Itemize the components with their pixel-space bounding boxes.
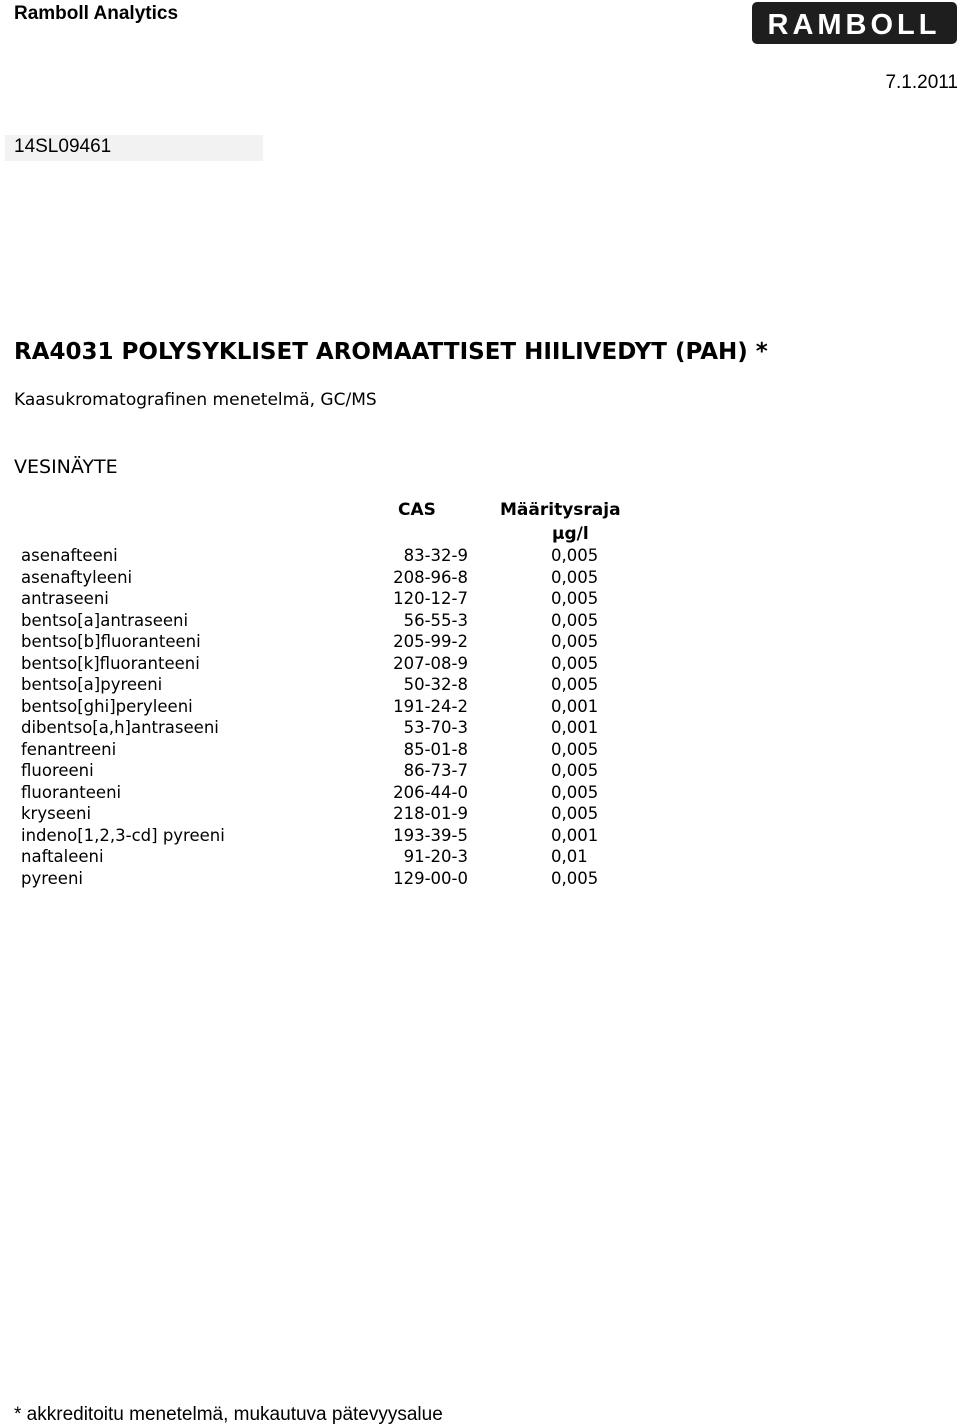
table-row <box>0 782 700 804</box>
table-row <box>0 545 700 567</box>
detection-limit: 0,005 <box>551 804 599 823</box>
table-row <box>0 846 700 868</box>
compound-name: dibentso[a,h]antraseeni <box>21 718 219 737</box>
table-row <box>0 803 700 825</box>
table-row <box>0 631 700 653</box>
compound-name: fluoreeni <box>21 761 94 780</box>
detection-limit: 0,005 <box>551 675 599 694</box>
detection-limit: 0,005 <box>551 610 599 630</box>
detection-limit: 0,005 <box>551 567 599 587</box>
compound-name: antraseeni <box>21 589 109 608</box>
sample-reference: 14SL09461 <box>14 136 112 157</box>
cas-number: 56-55-3 <box>403 610 468 630</box>
compound-name: indeno[1,2,3-cd] pyreeni <box>21 825 225 845</box>
detection-limit: 0,005 <box>551 739 599 759</box>
compound-name: bentso[b]fluoranteeni <box>21 632 201 651</box>
sample-type: VESINÄYTE <box>14 456 118 478</box>
detection-limit: 0,005 <box>551 868 599 888</box>
method-description: Kaasukromatografinen menetelmä, GC/MS <box>14 390 377 410</box>
cas-number: 86-73-7 <box>403 761 468 780</box>
detection-limit: 0,001 <box>551 825 599 845</box>
detection-limit: 0,005 <box>551 546 599 565</box>
detection-limit: 0,01 <box>551 847 588 866</box>
compound-name: asenafteeni <box>21 546 118 565</box>
cas-number: 205-99-2 <box>393 632 468 651</box>
column-header-cas: CAS <box>398 500 436 520</box>
compound-name: bentso[ghi]peryleeni <box>21 696 193 716</box>
compound-name: bentso[a]pyreeni <box>21 675 163 694</box>
footnote: * akkreditoitu menetelmä, mukautuva pätevyysalue <box>14 1404 443 1425</box>
compound-name: fenantreeni <box>21 739 117 759</box>
cas-number: 193-39-5 <box>393 825 468 845</box>
cas-number: 91-20-3 <box>403 847 468 866</box>
table-row <box>0 567 700 589</box>
cas-number: 218-01-9 <box>393 804 468 823</box>
cas-number: 208-96-8 <box>393 567 468 587</box>
cas-number: 207-08-9 <box>393 653 468 673</box>
table-row <box>0 674 700 696</box>
cas-number: 85-01-8 <box>403 739 468 759</box>
cas-number: 50-32-8 <box>403 675 468 694</box>
detection-limit: 0,005 <box>551 632 599 651</box>
table-row <box>0 739 700 761</box>
table-row <box>0 868 700 890</box>
detection-limit: 0,005 <box>551 653 599 673</box>
table-row <box>0 653 700 675</box>
compound-name: naftaleeni <box>21 847 104 866</box>
compound-name: bentso[a]antraseeni <box>21 610 189 630</box>
compound-name: fluoranteeni <box>21 782 122 802</box>
table-row <box>0 760 700 782</box>
cas-number: 206-44-0 <box>393 782 468 802</box>
detection-limit: 0,005 <box>551 782 599 802</box>
cas-number: 120-12-7 <box>393 589 468 608</box>
compound-name: asenaftyleeni <box>21 567 133 587</box>
table-body <box>0 545 700 889</box>
table-row <box>0 717 700 739</box>
cas-number: 83-32-9 <box>403 546 468 565</box>
report-title: RA4031 POLYSYKLISET AROMAATTISET HIILIVEDYT (PAH) * <box>14 339 768 365</box>
report-date: 7.1.2011 <box>885 72 958 93</box>
column-header-limit: Määritysraja <box>500 500 621 520</box>
compound-name: pyreeni <box>21 868 84 888</box>
detection-limit: 0,005 <box>551 589 599 608</box>
ramboll-logo <box>752 2 957 44</box>
table-row <box>0 696 700 718</box>
table-row <box>0 610 700 632</box>
table-row <box>0 825 700 847</box>
table-row <box>0 588 700 610</box>
detection-limit: 0,001 <box>551 696 599 716</box>
sample-reference-box <box>5 135 263 161</box>
detection-limit: 0,005 <box>551 761 599 780</box>
column-header-unit: µg/l <box>552 524 589 544</box>
detection-limit: 0,001 <box>551 718 599 737</box>
svg-text:RAMBOLL: RAMBOLL <box>767 9 941 41</box>
cas-number: 129-00-0 <box>393 868 468 888</box>
company-name: Ramboll Analytics <box>14 3 179 24</box>
cas-number: 53-70-3 <box>403 718 468 737</box>
compound-name: kryseeni <box>21 804 92 823</box>
cas-number: 191-24-2 <box>393 696 468 716</box>
compound-name: bentso[k]fluoranteeni <box>21 653 200 673</box>
